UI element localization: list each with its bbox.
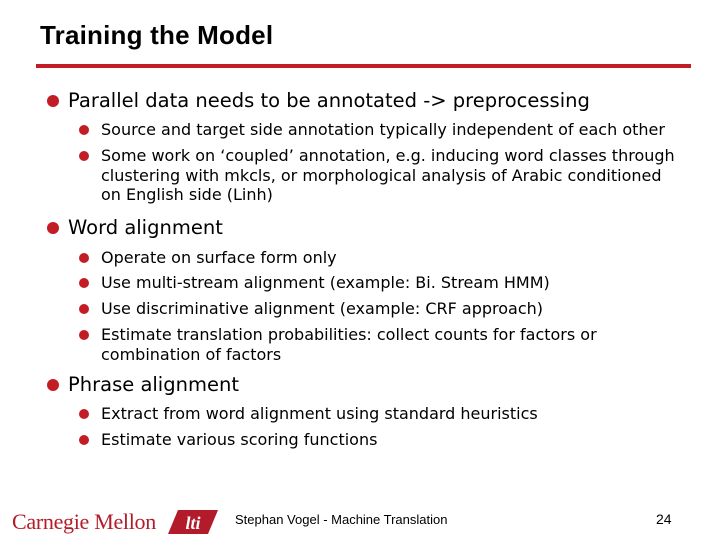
bullet-text: Word alignment: [68, 216, 223, 239]
bullet-level2-item: [101, 273, 681, 293]
bullet-text: Extract from word alignment using standard heuristics: [101, 404, 538, 423]
bullet-text: Use discriminative alignment (example: CRF approach): [101, 299, 544, 318]
lti-logo-text: lti: [185, 513, 201, 533]
bullet-dot-icon: [47, 95, 59, 107]
bullet-level1-preprocessing: [68, 89, 590, 113]
bullet-dot-icon: [79, 253, 89, 263]
bullet-dot-icon: [79, 435, 89, 445]
bullet-text: Source and target side annotation typically independent of each other: [101, 120, 665, 139]
bullet-text: Use multi-stream alignment (example: Bi. Stream HMM): [101, 273, 550, 292]
bullet-level1-phrase-alignment: [68, 373, 239, 397]
bullet-dot-icon: [79, 409, 89, 419]
lti-logo-icon: [164, 508, 220, 536]
bullet-dot-icon: [79, 278, 89, 288]
bullet-text: Some work on ‘coupled’ annotation, e.g. inducing word classes through clustering with mkcls, or morphological analysis of Arabic conditioned on English side (Linh): [101, 146, 675, 205]
bullet-level2-item: [101, 248, 681, 268]
page-number: 24: [656, 511, 672, 527]
bullet-level2-item: [101, 299, 681, 319]
bullet-text: Operate on surface form only: [101, 248, 337, 267]
bullet-level1-word-alignment: [68, 216, 223, 240]
footer-presenter: Stephan Vogel - Machine Translation: [235, 512, 448, 527]
bullet-dot-icon: [79, 304, 89, 314]
bullet-dot-icon: [79, 330, 89, 340]
bullet-dot-icon: [79, 151, 89, 161]
bullet-dot-icon: [79, 125, 89, 135]
bullet-text: Estimate various scoring functions: [101, 430, 378, 449]
bullet-dot-icon: [47, 379, 59, 391]
university-name: Carnegie Mellon: [12, 509, 156, 534]
title-rule: [36, 64, 691, 68]
carnegie-mellon-logo: [12, 508, 220, 536]
bullet-text: Estimate translation probabilities: collect counts for factors or combination of factors: [101, 325, 597, 364]
bullet-level2-item: [101, 404, 681, 424]
bullet-text: Phrase alignment: [68, 373, 239, 396]
bullet-level2-item: [101, 430, 681, 450]
bullet-level2-item: [101, 325, 681, 364]
bullet-level2-item: [101, 146, 681, 205]
bullet-dot-icon: [47, 222, 59, 234]
slide-title: Training the Model: [40, 20, 274, 50]
bullet-text: Parallel data needs to be annotated -> preprocessing: [68, 89, 590, 112]
bullet-level2-item: [101, 120, 681, 140]
